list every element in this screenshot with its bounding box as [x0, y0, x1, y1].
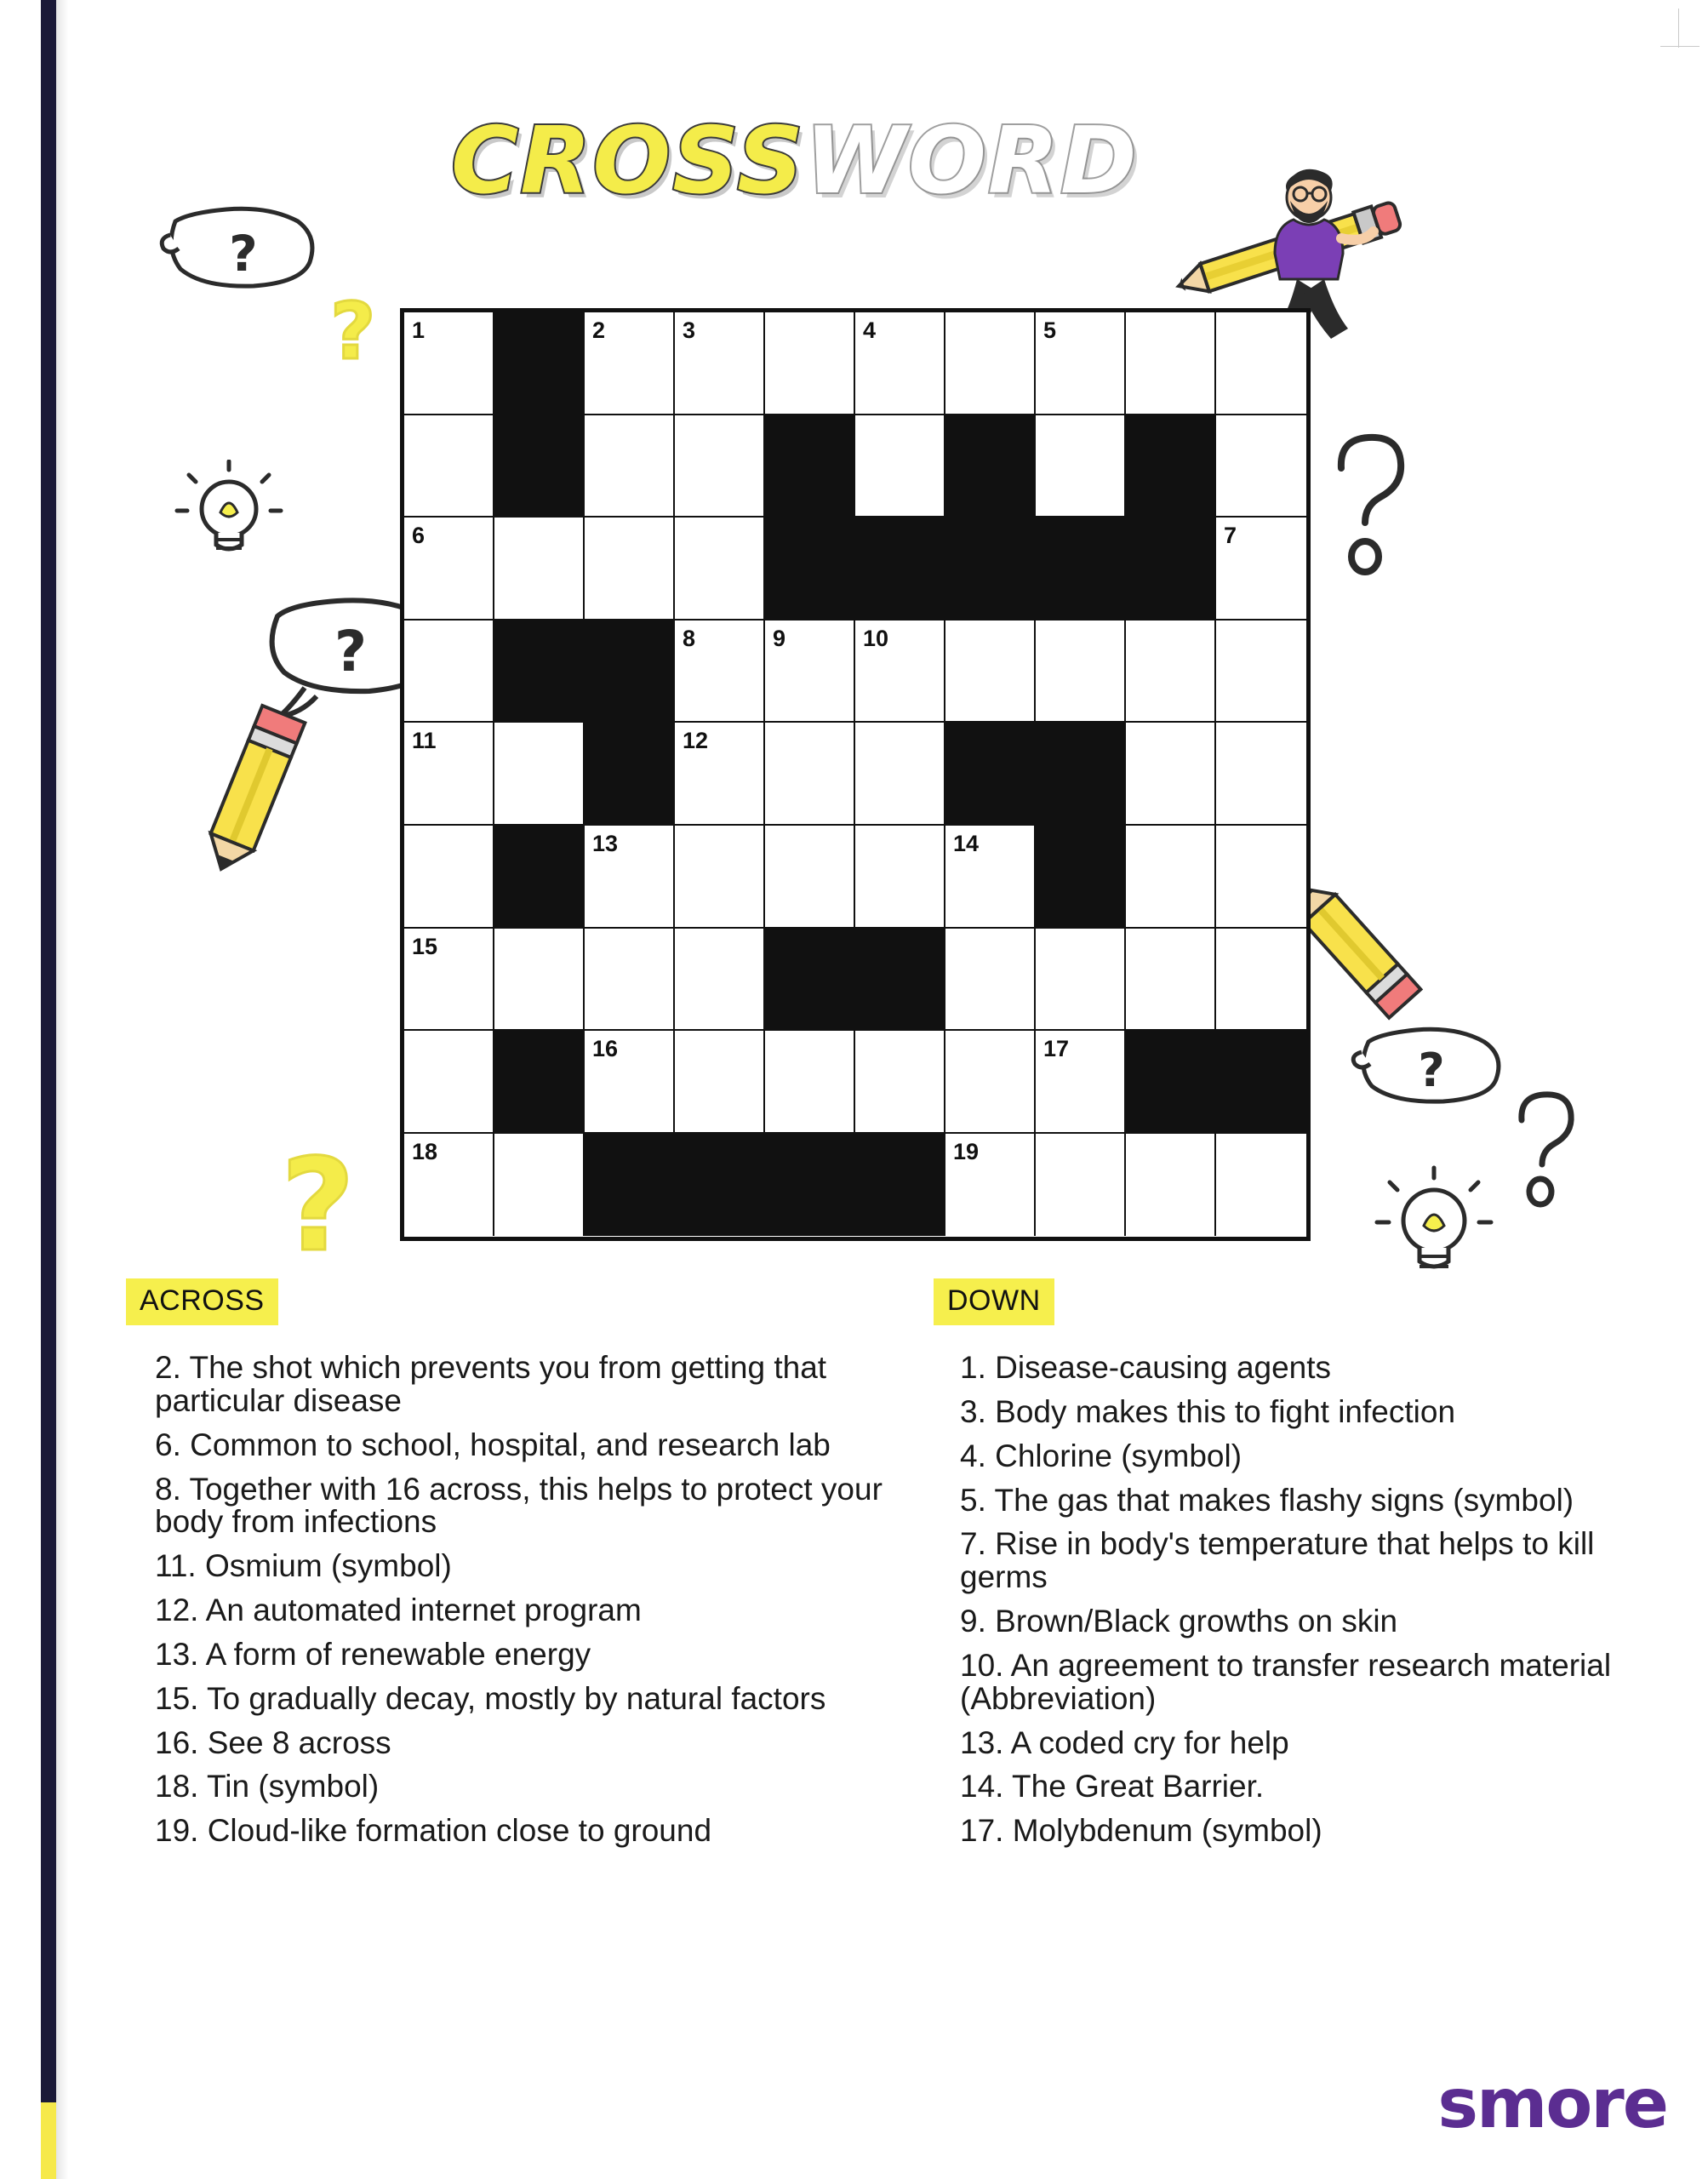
grid-cell[interactable] [1126, 312, 1216, 415]
grid-row [404, 826, 1306, 929]
crossword-grid[interactable] [400, 308, 1311, 1241]
grid-cell[interactable] [1216, 1134, 1306, 1237]
page-edge-shadow [56, 0, 68, 2179]
across-clue-item: 19. Cloud-like formation close to ground [155, 1813, 712, 1849]
grid-cell[interactable] [585, 826, 675, 929]
grid-cell[interactable] [494, 1134, 585, 1237]
grid-cell[interactable] [855, 1031, 945, 1134]
grid-row [404, 1031, 1306, 1134]
grid-cell[interactable] [1216, 929, 1306, 1032]
grid-cell-block [494, 621, 585, 723]
grid-row [404, 312, 1306, 415]
down-clue-item: 1. Disease-causing agents [960, 1350, 1332, 1385]
grid-cell-number: 12 [683, 728, 709, 754]
grid-cell[interactable] [765, 621, 855, 723]
grid-cell[interactable] [1216, 621, 1306, 723]
grid-cell-block [855, 518, 945, 621]
grid-cell[interactable] [945, 1134, 1036, 1237]
grid-cell[interactable] [1126, 1134, 1216, 1237]
grid-cell[interactable] [404, 1031, 494, 1134]
crop-mark-top-right-horizontal [1660, 46, 1699, 47]
grid-cell-number: 10 [863, 625, 889, 651]
grid-cell-block [1036, 826, 1126, 929]
grid-cell[interactable] [765, 312, 855, 415]
grid-cell[interactable] [494, 723, 585, 826]
page-title-part-one: CROSS [451, 108, 805, 214]
page-left-bar-accent [41, 2102, 56, 2179]
across-clue-item: 11. Osmium (symbol) [155, 1548, 452, 1584]
grid-cell-block [1126, 518, 1216, 621]
grid-cell-block [675, 1134, 765, 1237]
grid-cell[interactable] [1216, 415, 1306, 518]
page-title [451, 108, 1217, 221]
page-left-bar [41, 0, 56, 2179]
grid-cell-block [1126, 415, 1216, 518]
grid-cell-block [765, 518, 855, 621]
grid-cell-block [585, 1134, 675, 1237]
grid-cell-block [855, 1134, 945, 1237]
svg-text:?: ? [229, 225, 258, 283]
down-clue-list [960, 1352, 1641, 1859]
grid-row [404, 1134, 1306, 1237]
grid-cell[interactable] [855, 826, 945, 929]
lightbulb-icon-left [174, 460, 284, 583]
grid-cell-number: 11 [412, 728, 437, 754]
grid-cell[interactable] [945, 826, 1036, 929]
grid-cell[interactable] [404, 1134, 494, 1237]
grid-cell[interactable] [675, 415, 765, 518]
grid-cell-number: 7 [1224, 523, 1237, 549]
grid-cell[interactable] [855, 312, 945, 415]
grid-cell-block [1036, 723, 1126, 826]
grid-row [404, 621, 1306, 723]
grid-cell[interactable] [404, 826, 494, 929]
grid-cell[interactable] [765, 723, 855, 826]
grid-cell-number: 6 [412, 523, 426, 549]
grid-cell-number: 3 [683, 317, 696, 343]
pencil-icon-left [180, 689, 334, 898]
question-mark-right-top [1316, 420, 1426, 595]
grid-cell[interactable] [945, 621, 1036, 723]
grid-cell[interactable] [765, 1031, 855, 1134]
grid-cell-block [945, 723, 1036, 826]
down-clue-item: 4. Chlorine (symbol) [960, 1438, 1242, 1473]
grid-cell[interactable] [1216, 518, 1306, 621]
grid-cell-number: 16 [592, 1036, 619, 1062]
grid-cell-block [1216, 1031, 1306, 1134]
grid-cell-block [494, 1031, 585, 1134]
down-clue-item: 7. Rise in body's temperature that helps to kill germs [960, 1526, 1595, 1595]
across-clue-item: 12. An automated internet program [155, 1593, 642, 1628]
across-clue-item: 6. Common to school, hospital, and research lab [155, 1427, 831, 1462]
grid-cell[interactable] [855, 621, 945, 723]
grid-cell[interactable] [675, 1031, 765, 1134]
grid-cell[interactable] [404, 415, 494, 518]
grid-cell-block [945, 415, 1036, 518]
grid-cell-number: 8 [683, 625, 696, 651]
grid-cell[interactable] [404, 723, 494, 826]
across-clue-item: 13. A form of renewable energy [155, 1636, 591, 1672]
across-clue-item: 2. The shot which prevents you from getting that particular disease [155, 1350, 827, 1418]
question-mark-right-bottom [1503, 1083, 1588, 1223]
down-heading: DOWN [934, 1278, 1054, 1325]
grid-cell-number: 17 [1043, 1036, 1070, 1062]
grid-cell-block [765, 415, 855, 518]
grid-cell[interactable] [1216, 826, 1306, 929]
grid-row [404, 723, 1306, 826]
down-clue-item: 10. An agreement to transfer research material (Abbreviation) [960, 1647, 1612, 1716]
grid-cell[interactable] [585, 415, 675, 518]
grid-cell-number: 15 [412, 933, 438, 959]
grid-cell-block [1036, 518, 1126, 621]
grid-cell[interactable] [1126, 723, 1216, 826]
speech-bubble-bottom-right [1350, 1023, 1511, 1130]
grid-cell[interactable] [1126, 621, 1216, 723]
grid-row [404, 518, 1306, 621]
grid-cell[interactable] [945, 1031, 1036, 1134]
down-clue-item: 14. The Great Barrier. [960, 1769, 1265, 1804]
grid-cell[interactable] [945, 312, 1036, 415]
grid-cell-block [494, 312, 585, 415]
svg-text:?: ? [334, 619, 368, 684]
down-clue-item: 5. The gas that makes flashy signs (symbol) [960, 1482, 1574, 1518]
grid-cell-number: 2 [592, 317, 606, 343]
across-clue-item: 8. Together with 16 across, this helps to protect your body from infections [155, 1471, 883, 1540]
grid-cell-block [855, 929, 945, 1032]
grid-cell[interactable] [675, 312, 765, 415]
grid-cell[interactable] [675, 723, 765, 826]
page-title-part-two: WORD [804, 108, 1139, 214]
down-clue-item: 17. Molybdenum (symbol) [960, 1813, 1322, 1849]
grid-cell[interactable] [675, 621, 765, 723]
grid-cell-number: 19 [953, 1138, 980, 1164]
down-clue-item: 13. A coded cry for help [960, 1724, 1289, 1760]
grid-cell-number: 4 [863, 317, 877, 343]
grid-cell[interactable] [585, 929, 675, 1032]
grid-cell[interactable] [675, 826, 765, 929]
grid-cell-block [494, 415, 585, 518]
grid-cell[interactable] [494, 929, 585, 1032]
grid-cell[interactable] [404, 621, 494, 723]
grid-cell-number: 5 [1043, 317, 1057, 343]
grid-cell-number: 1 [412, 317, 426, 343]
grid-cell[interactable] [585, 312, 675, 415]
crop-mark-top-right-vertical [1678, 9, 1679, 48]
question-mark-yellow-top: ? [330, 286, 376, 377]
grid-cell[interactable] [1036, 1031, 1126, 1134]
svg-text:?: ? [1418, 1044, 1445, 1097]
grid-cell[interactable] [1036, 1134, 1126, 1237]
grid-cell-number: 9 [773, 625, 786, 651]
grid-cell[interactable] [494, 518, 585, 621]
grid-cell[interactable] [945, 929, 1036, 1032]
grid-cell-block [945, 518, 1036, 621]
grid-cell[interactable] [1036, 415, 1126, 518]
grid-cell[interactable] [404, 312, 494, 415]
speech-bubble-top-left [158, 204, 328, 319]
lightbulb-icon-right [1370, 1164, 1498, 1305]
across-heading: ACROSS [126, 1278, 278, 1325]
grid-cell[interactable] [675, 929, 765, 1032]
grid-cell-block [1126, 1031, 1216, 1134]
grid-row [404, 415, 1306, 518]
question-mark-yellow-bottom: ? [281, 1132, 356, 1280]
grid-cell[interactable] [765, 826, 855, 929]
grid-cell-block [765, 929, 855, 1032]
grid-cell[interactable] [675, 518, 765, 621]
grid-cell[interactable] [404, 929, 494, 1032]
grid-cell-block [585, 723, 675, 826]
grid-cell[interactable] [1216, 312, 1306, 415]
grid-cell-block [494, 826, 585, 929]
grid-cell-block [765, 1134, 855, 1237]
across-clue-item: 18. Tin (symbol) [155, 1769, 380, 1804]
brand-logo: smore [1437, 2064, 1667, 2143]
grid-cell[interactable] [855, 723, 945, 826]
down-clue-item: 9. Brown/Black growths on skin [960, 1604, 1398, 1639]
grid-cell[interactable] [585, 1031, 675, 1134]
grid-cell-block [585, 621, 675, 723]
across-clue-item: 16. See 8 across [155, 1724, 391, 1760]
grid-cell[interactable] [855, 415, 945, 518]
grid-cell-number: 14 [953, 830, 980, 856]
grid-cell[interactable] [1036, 929, 1126, 1032]
grid-cell[interactable] [404, 518, 494, 621]
grid-cell-number: 13 [592, 830, 619, 856]
grid-cell[interactable] [1126, 929, 1216, 1032]
down-clue-item: 3. Body makes this to fight infection [960, 1393, 1456, 1429]
grid-cell[interactable] [1126, 826, 1216, 929]
across-clue-item: 15. To gradually decay, mostly by natural factors [155, 1680, 826, 1716]
grid-cell[interactable] [1036, 312, 1126, 415]
grid-cell-number: 18 [412, 1138, 438, 1164]
across-clue-list [155, 1352, 921, 1859]
grid-cell[interactable] [1216, 723, 1306, 826]
grid-cell[interactable] [585, 518, 675, 621]
grid-cell[interactable] [1036, 621, 1126, 723]
grid-row [404, 929, 1306, 1032]
